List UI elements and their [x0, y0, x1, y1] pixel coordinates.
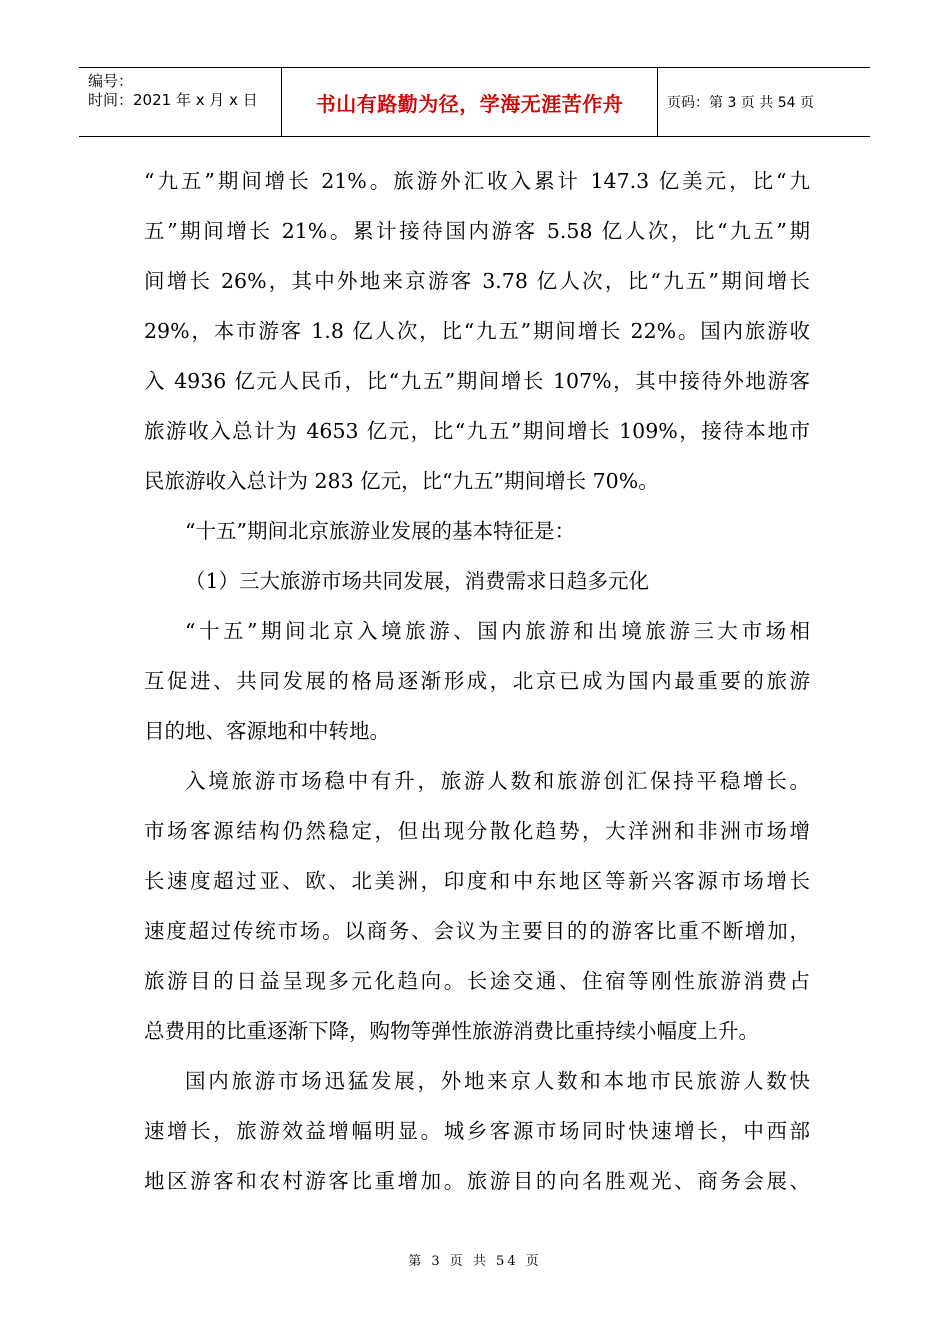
body-line: 速增长，旅游效益增幅明显。城乡客源市场同时快速增长，中西部 — [144, 1119, 810, 1143]
header-info-cell — [79, 68, 282, 136]
body-line: 29%，本市游客 1.8 亿人次，比“九五”期间增长 22%。国内旅游收 — [144, 319, 810, 343]
body-line: 五”期间增长 21%。累计接待国内游客 5.58 亿人次，比“九五”期 — [144, 219, 810, 243]
body-line: 入境旅游市场稳中有升，旅游人数和旅游创汇保持平稳增长。 — [185, 769, 810, 793]
page-footer: 第 3 页 共 54 页 — [408, 1254, 542, 1269]
body-line: 地区游客和农村游客比重增加。旅游目的向名胜观光、商务会展、 — [144, 1169, 810, 1193]
page-header — [79, 67, 870, 137]
body-line: 长速度超过亚、欧、北美洲，印度和中东地区等新兴客源市场增长 — [144, 869, 810, 893]
body-line: 间增长 26%，其中外地来京游客 3.78 亿人次，比“九五”期间增长 — [144, 269, 810, 293]
body-line: 旅游目的日益呈现多元化趋向。长途交通、住宿等刚性旅游消费占 — [144, 969, 810, 993]
section-intro: “十五”期间北京旅游业发展的基本特征是： — [185, 519, 575, 543]
body-line: 总费用的比重逐渐下降，购物等弹性旅游消费比重持续小幅度上升。 — [144, 1019, 759, 1043]
body-line: 国内旅游市场迅猛发展，外地来京人数和本地市民旅游人数快 — [185, 1069, 810, 1093]
section-heading: （1）三大旅游市场共同发展，消费需求日趋多元化 — [185, 569, 650, 593]
body-line: 市场客源结构仍然稳定，但出现分散化趋势，大洋洲和非洲市场增 — [144, 819, 810, 843]
header-page-info: 页码：第 3 页 共 54 页 — [667, 95, 814, 111]
body-line: 入 4936 亿元人民币，比“九五”期间增长 107%，其中接待外地游客 — [144, 369, 810, 393]
body-line: 目的地、客源地和中转地。 — [144, 719, 390, 743]
body-line: “九五”期间增长 21%。旅游外汇收入累计 147.3 亿美元，比“九 — [144, 169, 810, 193]
body-line: 旅游收入总计为 4653 亿元，比“九五”期间增长 109%，接待本地市 — [144, 419, 810, 443]
body-line: 民旅游收入总计为 283 亿元，比“九五”期间增长 70%。 — [144, 469, 659, 493]
body-line: 速度超过传统市场。以商务、会议为主要目的的游客比重不断增加， — [144, 919, 810, 943]
document-body — [144, 166, 810, 1216]
document-date-label: 时间：2021 年 x 月 x 日 — [88, 91, 258, 109]
body-line: 互促进、共同发展的格局逐渐形成，北京已成为国内最重要的旅游 — [144, 669, 810, 693]
document-number-label: 编号： — [88, 72, 134, 90]
header-motto: 书山有路勤为径，学海无涯苦作舟 — [282, 68, 658, 136]
body-line: “十五”期间北京入境旅游、国内旅游和出境旅游三大市场相 — [185, 619, 810, 643]
